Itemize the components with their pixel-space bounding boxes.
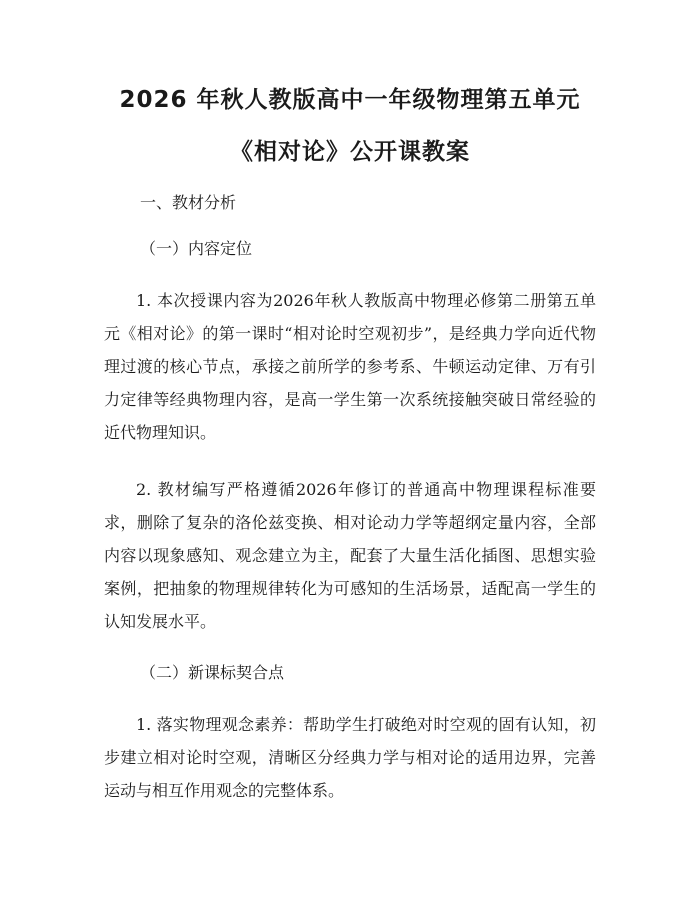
paragraph-curriculum-standard-1: 1. 落实物理观念素养：帮助学生打破绝对时空观的固有认知，初步建立相对论时空观，清晰区分经典力学与相对论的适用边界，完善运动与相互作用观念的完整体系。 <box>104 715 596 800</box>
subsection-heading-curriculum-standard: （二）新课标契合点 <box>140 663 285 682</box>
paragraph-content-positioning-2: 2. 教材编写严格遵循2026年修订的普通高中物理课程标准要求，删除了复杂的洛伦兹变换、相对论动力学等超纲定量内容，全部内容以现象感知、观念建立为主，配套了大量生活化插图、思想实验案例，把抽象的物理规律转化为可感知的生活场景，适配高一学生的认知发展水平。 <box>104 480 596 631</box>
document-title-line-2: 《相对论》公开课教案 <box>230 139 470 165</box>
subsection-heading-content-positioning: （一）内容定位 <box>140 239 253 258</box>
document-title-line-1: 2026 年秋人教版高中一年级物理第五单元 <box>119 87 581 113</box>
paragraph-content-positioning-1: 1. 本次授课内容为2026年秋人教版高中物理必修第二册第五单元《相对论》的第一课时“相对论时空观初步”，是经典力学向近代物理过渡的核心节点，承接之前所学的参考系、牛顿运动定律、万有引力定律等经典物理内容，是高一学生第一次系统接触突破日常经验的近代物理知识。 <box>104 291 596 442</box>
section-heading-textbook-analysis: 一、教材分析 <box>140 193 237 212</box>
